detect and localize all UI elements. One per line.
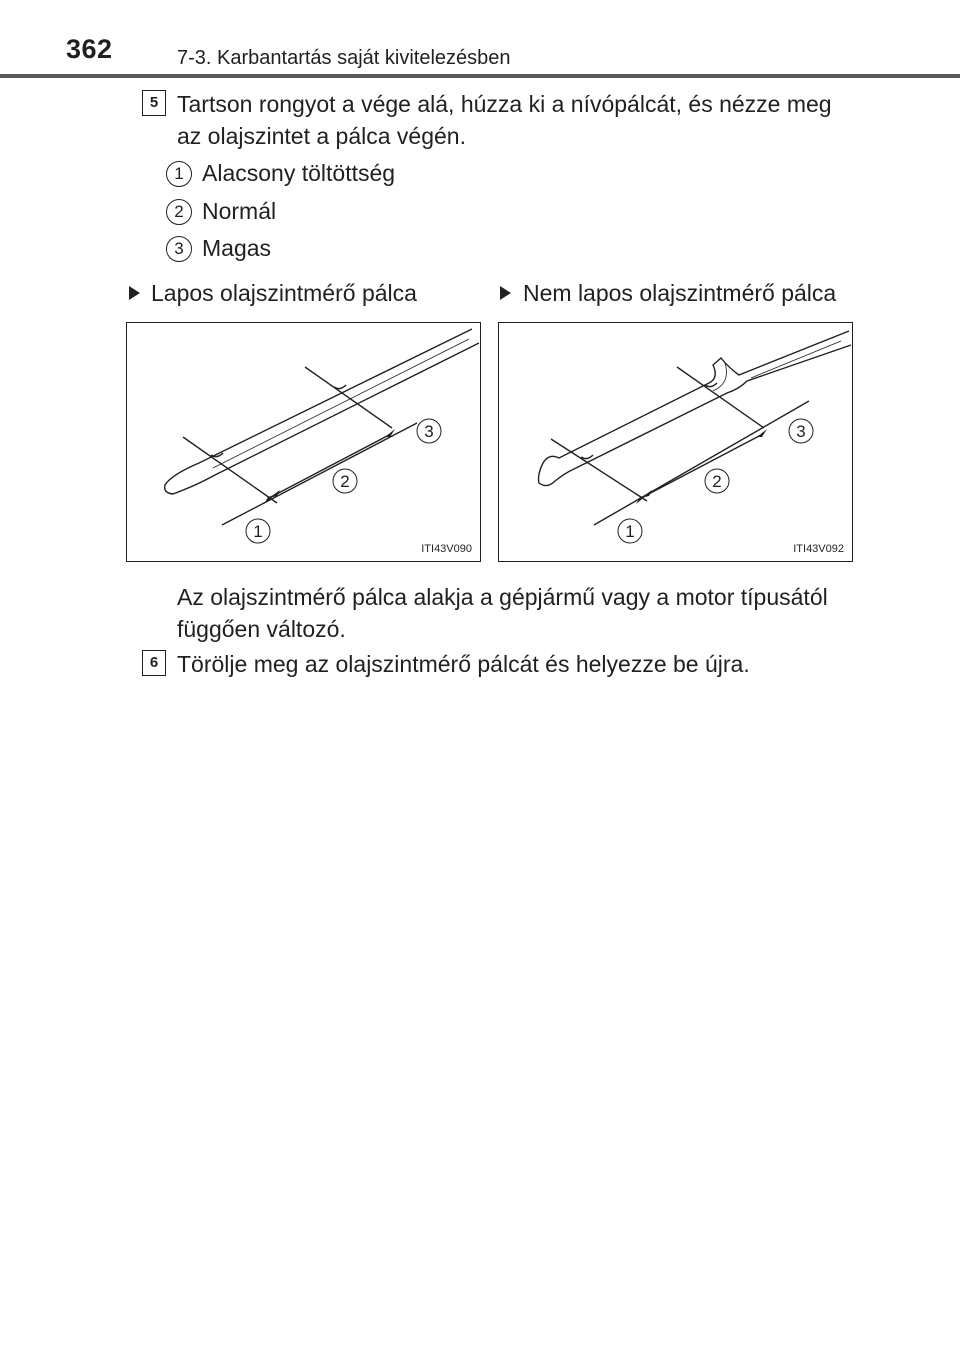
figure-nonflat-dipstick [498, 322, 853, 562]
flat-dipstick-illustration [127, 323, 482, 563]
figure-code: ITI43V090 [421, 543, 472, 555]
section-title: 7-3. Karbantartás saját kivitelezésben [177, 47, 511, 69]
callout-1: 1 [625, 522, 635, 541]
callout-2: 2 [340, 472, 350, 491]
item-number-2: 2 [166, 199, 192, 225]
step-5-marker: 5 [142, 90, 166, 116]
callout-3: 3 [424, 422, 434, 441]
nonflat-dipstick-illustration [499, 323, 854, 563]
figure-heading-nonflat: Nem lapos olajszintmérő pálca [523, 280, 837, 306]
figure-flat-dipstick [126, 322, 481, 562]
callout-1: 1 [253, 522, 263, 541]
header-rule [0, 74, 960, 78]
triangle-bullet-icon [129, 286, 140, 300]
step-5-text-line2: az olajszintet a pálca végén. [177, 123, 466, 149]
item-number-3: 3 [166, 236, 192, 262]
note-line2: függően változó. [177, 616, 346, 642]
item-label-normal: Normál [202, 198, 277, 224]
callout-3: 3 [796, 422, 806, 441]
step-5-text-line1: Tartson rongyot a vége alá, húzza ki a nívópálcát, és nézze meg [177, 91, 832, 117]
item-number-1: 1 [166, 161, 192, 187]
item-label-high: Magas [202, 235, 272, 261]
page-number: 362 [66, 34, 113, 64]
triangle-bullet-icon [500, 286, 511, 300]
step-6-text: Törölje meg az olajszintmérő pálcát és helyezze be újra. [177, 651, 750, 677]
figure-heading-flat: Lapos olajszintmérő pálca [151, 280, 417, 306]
step-6-marker: 6 [142, 650, 166, 676]
note-line1: Az olajszintmérő pálca alakja a gépjármű vagy a motor típusától [177, 584, 828, 610]
item-label-low: Alacsony töltöttség [202, 160, 396, 186]
callout-2: 2 [712, 472, 722, 491]
figure-code: ITI43V092 [793, 543, 844, 555]
